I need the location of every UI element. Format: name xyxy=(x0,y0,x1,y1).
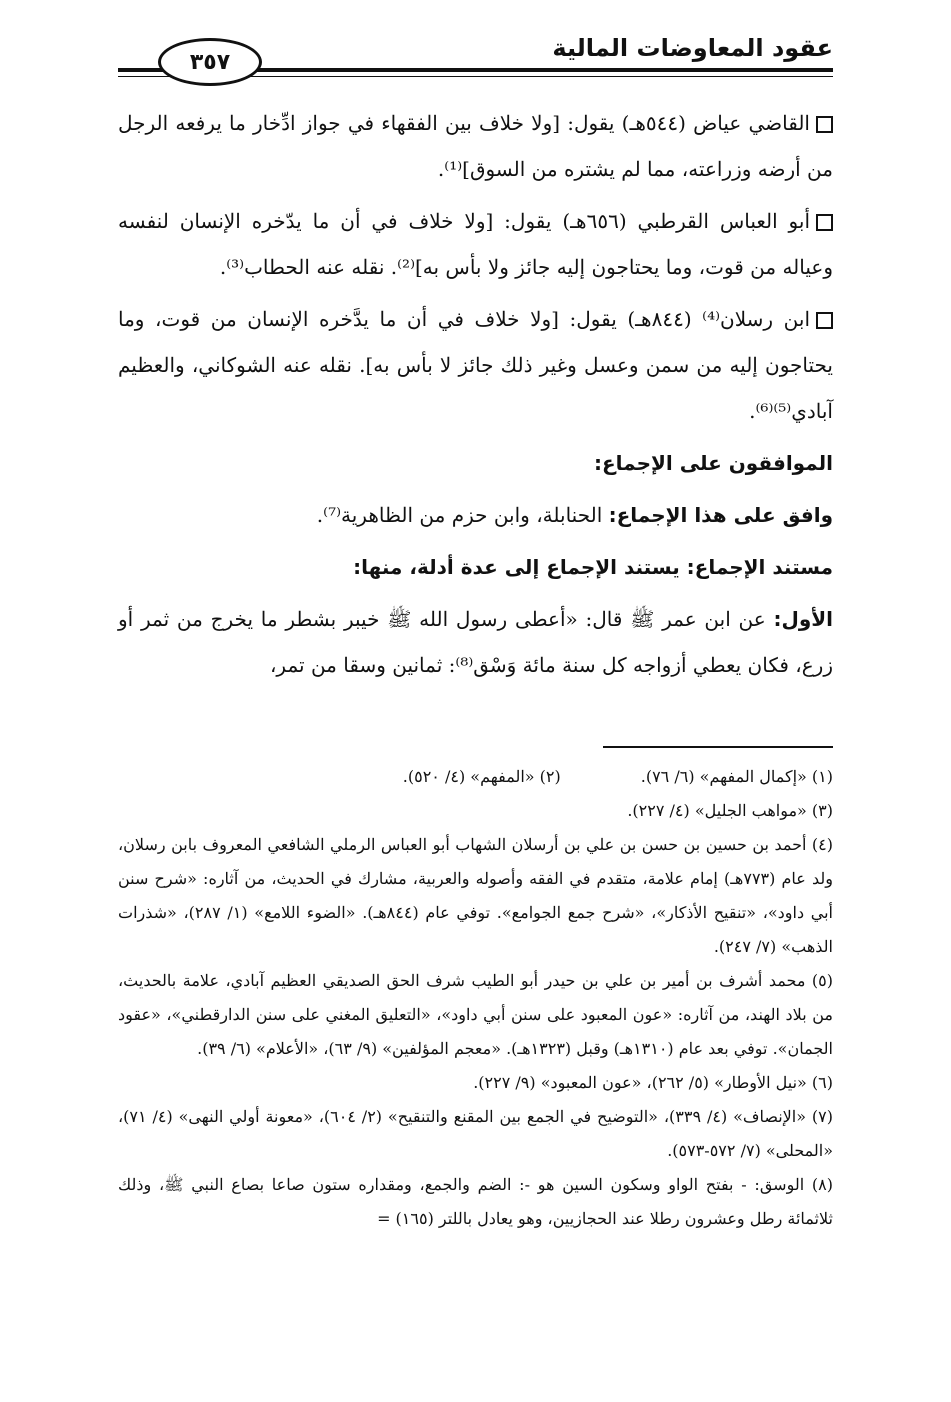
footnote-3: (٣) «مواهب الجليل» (٤/ ٢٢٧). xyxy=(627,801,833,820)
page-header xyxy=(118,24,833,84)
book-title: عقود المعاوضات المالية xyxy=(552,34,833,62)
footnote-6: (٦) «نيل الأوطار» (٥/ ٢٦٢)، «عون المعبود» (٩/ ٢٢٧). xyxy=(473,1073,833,1092)
square-bullet-icon xyxy=(816,214,833,231)
footnote-8: (٨) الوسق: - بفتح الواو وسكون السين هو -: الضم والجمع، ومقداره ستون صاعا بصاع النبي ﷺ، وذلك ثلاثمائة رطل وعشرون رطلا عند الحجازيين، وهو يعادل باللتر (١٦٥) = xyxy=(118,1175,833,1228)
main-text xyxy=(118,100,833,694)
footnote-4: (٤) أحمد بن حسين بن حسن بن علي بن أرسلان الشهاب أبو العباس الرملي الشافعي المعروف بابن رسلان، ولد عام (٧٧٣هـ) إمام علامة، متقدم في الفقه وأصوله والعربية، مشارك في الحديث، من آثاره: «شرح سنن أبي داود»، «تنقيح الأذكار»، «شرح جمع الجوامع». توفي عام (٨٤٤هـ). «الضوء اللامع» (١/ ٢٨٧)، «شذرات الذهب» (٧/ ٢٤٧). xyxy=(118,835,834,956)
footnote-5: (٥) محمد أشرف بن أمير بن علي بن حيدر أبو الطيب شرف الحق الصديقي العظيم آبادي، علامة بالحديث، من بلاد الهند، من آثاره: «عون المعبود على سنن أبي داود»، «التعليق المغني على سنن الدارقطني»، «عقود الجمان». توفي بعد عام (١٣١٠هـ) وقبل (١٣٢٣هـ). «معجم المؤلفين» (٩/ ٦٣)، «الأعلام» (٦/ ٣٩). xyxy=(118,971,833,1058)
paragraph-qadi-iyad: القاضي عياض (٥٤٤هـ) يقول: [ولا خلاف بين الفقهاء في جواز ادِّخار ما يرفعه الرجل من أرضه وزراعته، مما لم يشتره من السوق]⁽¹⁾. xyxy=(118,111,833,181)
paragraph-ibn-raslan: ابن رسلان⁽⁴⁾ (٨٤٤هـ) يقول: [ولا خلاف في أن ما يدَّخره الإنسان من قوت، وما يحتاجون إليه من سمن وعسل وغير ذلك جائز لا بأس به]. نقله عنه الشوكاني، والعظيم آبادي⁽⁵⁾⁽⁶⁾. xyxy=(118,307,833,423)
footnote-7: (٧) «الإنصاف» (٤/ ٣٣٩)، «التوضيح في الجمع بين المقنع والتنقيح» (٢/ ٦٠٤)، «معونة أولي النهى» (٤/ ٧١)، «المحلى» (٧/ ٥٧٢-٥٧٣). xyxy=(118,1107,834,1160)
section-heading-basis: مستند الإجماع: يستند الإجماع إلى عدة أدلة، منها: xyxy=(353,555,833,579)
footnotes xyxy=(118,760,833,1236)
footnote-1: (١) «إكمال المفهم» (٦/ ٧٦). xyxy=(640,767,833,786)
footnote-separator xyxy=(603,746,833,748)
square-bullet-icon xyxy=(816,312,833,329)
paragraph-qurtubi: أبو العباس القرطبي (٦٥٦هـ) يقول: [ولا خلاف في أن ما يدّخره الإنسان لنفسه وعياله من قوت، وما يحتاجون إليه جائز ولا بأس به]⁽²⁾. نقله عنه الحطاب⁽³⁾. xyxy=(118,209,833,279)
page-number: ٣٥٧ xyxy=(158,38,262,86)
section-heading-agreers: الموافقون على الإجماع: xyxy=(594,451,833,475)
square-bullet-icon xyxy=(816,116,833,133)
footnote-row-1-2 xyxy=(118,760,833,794)
footnote-2: (٢) «المفهم» (٤/ ٥٢٠). xyxy=(402,767,561,786)
paragraph-first-evidence: الأول: عن ابن عمر ﷺ قال: «أعطى رسول الله ﷺ خيبر بشطر ما يخرج من ثمر أو زرع، فكان يعطي أزواجه كل سنة مائة وَسْق⁽⁸⁾: ثمانين وسقا من تمر، xyxy=(118,607,833,677)
paragraph-agreement: وافق على هذا الإجماع: الحنابلة، وابن حزم من الظاهرية⁽⁷⁾. xyxy=(316,503,833,527)
